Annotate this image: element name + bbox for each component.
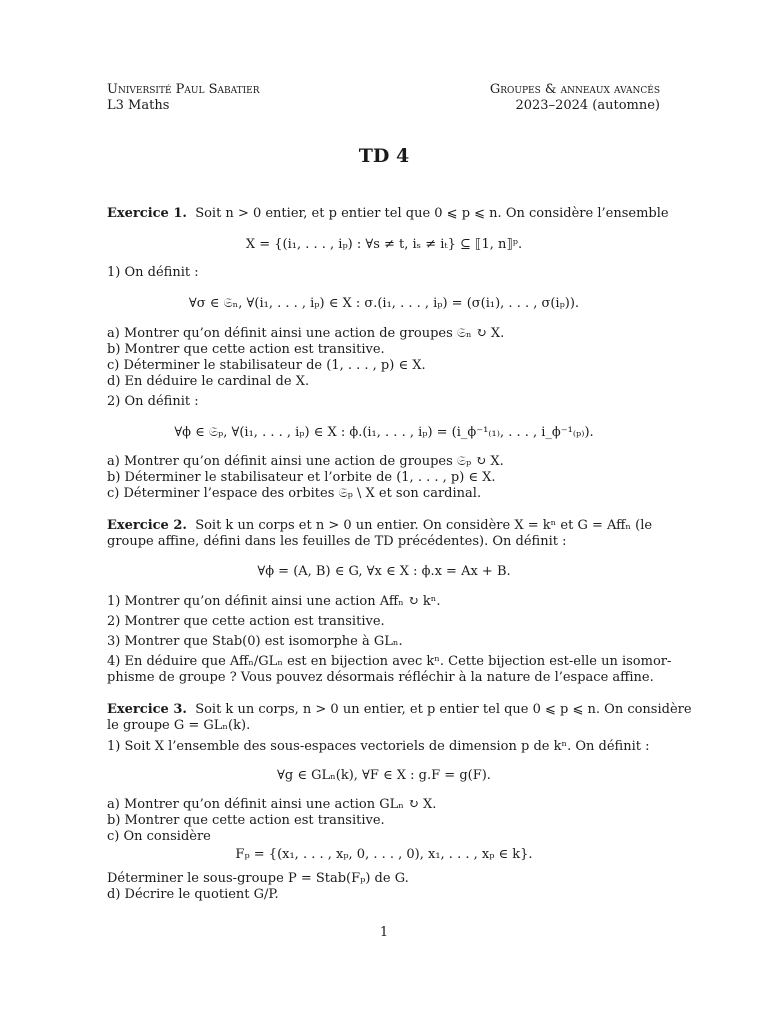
ex1-p2-b: b) Déterminer le stabilisateur et l’orbite de (1, . . . , p) ∈ X. (107, 470, 496, 485)
ex1-p1-d: d) En déduire le cardinal de X. (107, 374, 310, 389)
ex2-intro2: groupe affine, défini dans les feuilles de TD précédentes). On définit : (107, 534, 567, 549)
ex2-formula: ∀ϕ = (A, B) ∈ G, ∀x ∈ X : ϕ.x = Ax + B. (257, 564, 511, 579)
ex2-q1: 1) Montrer qu’on définit ainsi une action Affₙ ↻ kⁿ. (107, 594, 441, 609)
ex1-intro: Soit n > 0 entier, et p entier tel que 0 ⩽ p ⩽ n. On considère l’ensemble (195, 206, 669, 221)
ex1-p2-formula: ∀ϕ ∈ 𝔖ₚ, ∀(i₁, . . . , iₚ) ∈ X : ϕ.(i₁, . . . , iₚ) = (i_ϕ⁻¹₍₁₎, . . . , i_ϕ⁻¹₍ₚ₎). (174, 425, 594, 440)
ex2-q4a: 4) En déduire que Affₙ/GLₙ est en bijection avec kⁿ. Cette bijection est-elle un isomor- (107, 654, 672, 669)
ex3-formula: ∀g ∈ GLₙ(k), ∀F ∈ X : g.F = g(F). (277, 768, 491, 783)
ex1-heading: Exercice 1. (107, 206, 187, 221)
ex3-heading: Exercice 3. (107, 702, 187, 717)
ex3-intro2: le groupe G = GLₙ(k). (107, 718, 251, 733)
ex3-fp: Fₚ = {(x₁, . . . , xₚ, 0, . . . , 0), x₁, . . . , xₚ ∈ k}. (235, 847, 533, 862)
ex2-intro1: Soit k un corps et n > 0 un entier. On considère X = kⁿ et G = Affₙ (le (195, 518, 653, 533)
ex1-p2-c: c) Déterminer l’espace des orbites 𝔖ₚ \ X et son cardinal. (107, 486, 482, 501)
header-course: Groupes & anneaux avancés (489, 82, 660, 97)
ex1-p2-a: a) Montrer qu’on définit ainsi une action de groupes 𝔖ₚ ↻ X. (107, 454, 504, 469)
ex2-intro-line (107, 518, 652, 534)
ex1-set-def: X = {(i₁, . . . , iₚ) : ∀s ≠ t, iₛ ≠ iₜ} ⊆ ⟦1, n⟧ᵖ. (245, 237, 523, 252)
ex3-c: c) On considère (107, 829, 211, 844)
ex1-p1-c: c) Déterminer le stabilisateur de (1, . . . , p) ∈ X. (107, 358, 426, 373)
ex1-p1-head: 1) On définit : (107, 265, 199, 280)
header-term: 2023–2024 (automne) (515, 98, 660, 113)
ex3-intro1: Soit k un corps, n > 0 un entier, et p entier tel que 0 ⩽ p ⩽ n. On considère (195, 702, 692, 717)
ex2-q2: 2) Montrer que cette action est transitive. (107, 614, 385, 629)
ex2-heading: Exercice 2. (107, 518, 187, 533)
ex3-stab: Déterminer le sous-groupe P = Stab(Fₚ) de G. (107, 871, 409, 886)
page-title: TD 4 (358, 145, 410, 167)
ex1-p1-formula: ∀σ ∈ 𝔖ₙ, ∀(i₁, . . . , iₚ) ∈ X : σ.(i₁, . . . , iₚ) = (σ(i₁), . . . , σ(iₚ)). (188, 296, 580, 311)
ex3-p1-head: 1) Soit X l’ensemble des sous-espaces vectoriels de dimension p de kⁿ. On définit : (107, 739, 650, 754)
ex3-intro-line (107, 702, 692, 718)
ex1-p2-head: 2) On définit : (107, 394, 199, 409)
ex2-q3: 3) Montrer que Stab(0) est isomorphe à GLₙ. (107, 634, 403, 649)
ex1-p1-a: a) Montrer qu’on définit ainsi une action de groupes 𝔖ₙ ↻ X. (107, 326, 505, 341)
ex1-p1-b: b) Montrer que cette action est transitive. (107, 342, 385, 357)
ex3-d: d) Décrire le quotient G/P. (107, 887, 279, 902)
ex3-a: a) Montrer qu’on définit ainsi une action GLₙ ↻ X. (107, 797, 437, 812)
page-number: 1 (379, 925, 389, 940)
ex2-q4b: phisme de groupe ? Vous pouvez désormais réfléchir à la nature de l’espace affine. (107, 670, 654, 685)
ex1-intro-line (107, 206, 669, 222)
header-level: L3 Maths (107, 98, 170, 113)
header-university: Université Paul Sabatier (107, 82, 260, 97)
ex3-b: b) Montrer que cette action est transitive. (107, 813, 385, 828)
